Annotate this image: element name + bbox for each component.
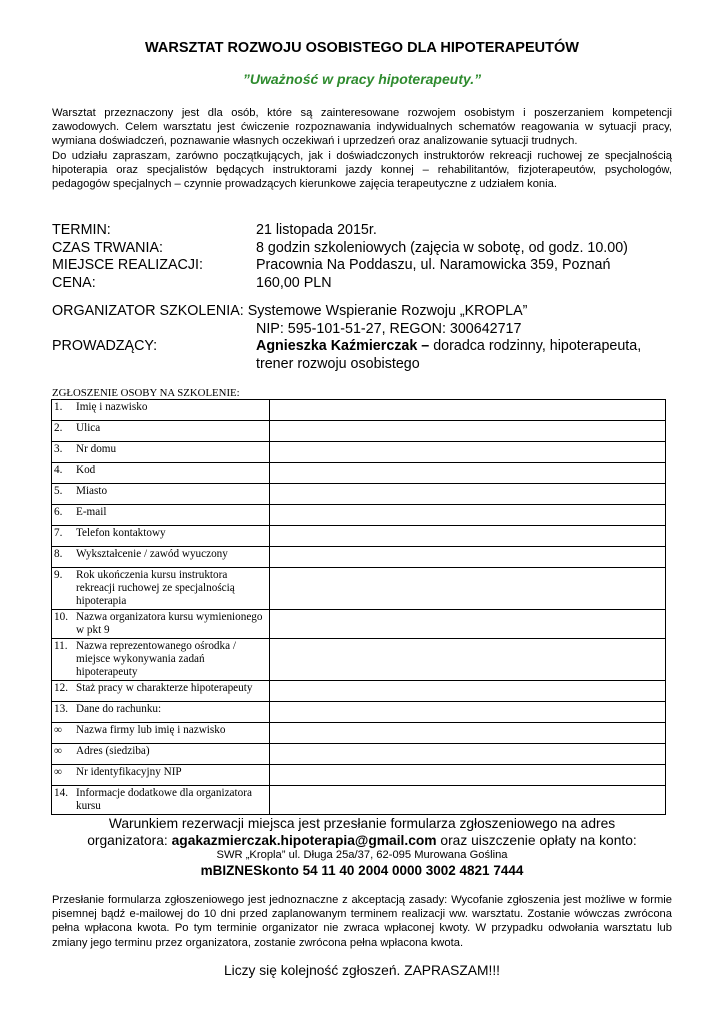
form-question-label: Staż pracy w charakterze hipoterapeuty — [76, 682, 253, 694]
form-answer-field[interactable] — [269, 421, 665, 442]
form-row — [52, 400, 666, 421]
form-question-label: Nr domu — [76, 443, 117, 455]
organizator-row — [52, 303, 676, 321]
form-question-cell — [52, 723, 270, 744]
form-question — [54, 703, 267, 716]
form-row — [52, 639, 666, 681]
miejsce-row — [52, 257, 676, 275]
conditions-block — [0, 815, 724, 879]
form-question-number: ∞ — [54, 724, 62, 736]
form-answer-field[interactable] — [269, 484, 665, 505]
form-question — [54, 485, 267, 498]
registration-form-table — [51, 399, 666, 815]
form-question-label: Kod — [76, 464, 96, 476]
form-row — [52, 702, 666, 723]
conditions-suffix: oraz uiszczenie opłaty na konto: — [436, 833, 637, 848]
form-question — [54, 766, 267, 779]
form-question-cell — [52, 484, 270, 505]
form-question-number: 9. — [54, 569, 63, 581]
form-question-number: ∞ — [54, 766, 62, 778]
czas-label: CZAS TRWANIA: — [52, 239, 163, 256]
form-question-number: 14. — [54, 787, 68, 799]
termin-value: 21 listopada 2015r. — [256, 222, 377, 238]
organizer-email-link[interactable]: agakazmierczak.hipoterapia@gmail.com — [171, 833, 437, 848]
form-row — [52, 526, 666, 547]
form-question-cell — [52, 547, 270, 568]
prowadzacy-description: doradca rodzinny, hipoterapeuta, — [429, 338, 642, 354]
form-row — [52, 744, 666, 765]
form-question-label: Nazwa firmy lub imię i nazwisko — [76, 724, 226, 736]
form-question-number: 6. — [54, 506, 63, 518]
form-question-number: 4. — [54, 464, 63, 476]
form-question-cell — [52, 702, 270, 723]
form-answer-field[interactable] — [269, 765, 665, 786]
form-question-label: Dane do rachunku: — [76, 703, 162, 715]
form-question-label: Nazwa organizatora kursu wymienionego w pkt 9 — [76, 611, 263, 636]
organizer-block — [52, 303, 676, 373]
form-question-cell — [52, 744, 270, 765]
form-question-label: Nazwa reprezentowanego ośrodka / miejsce wykonywania zadań hipoterapeuty — [76, 640, 236, 678]
form-question-label: E-mail — [76, 506, 107, 518]
form-body — [52, 400, 666, 815]
form-question-cell — [52, 442, 270, 463]
form-question-label: Rok ukończenia kursu instruktora rekreacji ruchowej ze specjalnością hipoterapia — [76, 569, 235, 607]
form-row — [52, 547, 666, 568]
cancellation-policy: Przesłanie formularza zgłoszeniowego jest jednoznaczne z akceptacją zasady: Wycofanie zgłoszenia jest możliwe w formie pisemnej bądź e-mailowej do 10 dni przed zaplanowanym terminem realizacji ww. warsztatu. Zostanie wówczas zwrócona pełna wpłacona kwota. Po tym terminie organizator nie zwraca wpłaconej kwoty. W przypadku odwołania warsztatu lub zmiany jego terminu przez organizatora, zostanie zwrócona pełna wpłacona kwota. — [52, 894, 672, 949]
form-question-cell — [52, 639, 270, 681]
intro-paragraph-invitation: Do udziału zapraszam, zarówno początkujących, jak i doświadczonych instruktorów rekreacji ruchowej ze specjalnością hipoterapia oraz specjalistów będących instruktorami jazdy konnej – rehabilitantów, fizjoterapeutów, psychologów, pedagogów specjalnych – czynnie prowadzących kierunkowe zajęcia terapeutyczne z udziałem konia. — [52, 149, 672, 191]
form-question-number: 12. — [54, 682, 68, 694]
intro-section — [52, 106, 672, 191]
form-question-cell — [52, 400, 270, 421]
form-question-number: 3. — [54, 443, 63, 455]
nip-spacer — [52, 321, 256, 339]
form-question-number: 8. — [54, 548, 63, 560]
form-question-label: Miasto — [76, 485, 108, 497]
form-question-number: 10. — [54, 611, 68, 623]
form-answer-field[interactable] — [269, 610, 665, 639]
form-row — [52, 786, 666, 815]
organizator-label: ORGANIZATOR SZKOLENIA: — [52, 303, 244, 319]
prowadzacy-row-2 — [52, 356, 676, 374]
czas-row — [52, 240, 676, 258]
form-answer-field[interactable] — [269, 681, 665, 702]
form-question-label: Wykształcenie / zawód wyuczony — [76, 548, 228, 560]
form-answer-field[interactable] — [269, 786, 665, 815]
form-question-cell — [52, 786, 270, 815]
organizer-address: SWR „Kropla” ul. Długa 25a/37, 62-095 Murowana Goślina — [216, 849, 508, 861]
form-answer-field[interactable] — [269, 702, 665, 723]
form-question — [54, 682, 267, 695]
nip-row — [52, 321, 676, 339]
form-question-number: 1. — [54, 401, 63, 413]
form-question-number: 7. — [54, 527, 63, 539]
form-answer-field[interactable] — [269, 400, 665, 421]
details-block — [52, 222, 676, 292]
form-question — [54, 422, 267, 435]
workshop-subtitle: ”Uważność w pracy hipoterapeuty.” — [242, 71, 482, 87]
miejsce-value: Pracownia Na Poddaszu, ul. Naramowicka 359, Poznań — [256, 257, 611, 273]
form-question-cell — [52, 765, 270, 786]
form-question-label: Adres (siedziba) — [76, 745, 150, 757]
form-question — [54, 401, 267, 414]
form-question — [54, 569, 267, 608]
form-row — [52, 505, 666, 526]
czas-value: 8 godzin szkoleniowych (zajęcia w sobotę, od godz. 10.00) — [256, 239, 628, 256]
organizator-value: Systemowe Wspieranie Rozwoju „KROPLA” — [247, 303, 528, 319]
form-row — [52, 421, 666, 442]
cena-row — [52, 275, 676, 293]
form-question-label: Informacje dodatkowe dla organizatora kursu — [76, 787, 252, 812]
form-row — [52, 463, 666, 484]
form-question — [54, 443, 267, 456]
form-question — [54, 611, 267, 637]
form-answer-field[interactable] — [269, 463, 665, 484]
form-row — [52, 681, 666, 702]
prowadzacy-name: Agnieszka Kaźmierczak – — [256, 338, 430, 354]
form-question — [54, 464, 267, 477]
cena-label: CENA: — [52, 274, 96, 291]
form-row — [52, 765, 666, 786]
form-row — [52, 568, 666, 610]
closing-line: Liczy się kolejność zgłoszeń. ZAPRASZAM!!! — [223, 963, 501, 978]
form-answer-field[interactable] — [269, 547, 665, 568]
form-answer-field[interactable] — [269, 505, 665, 526]
form-question-number: 11. — [54, 640, 68, 652]
form-question — [54, 506, 267, 519]
form-answer-field[interactable] — [269, 568, 665, 610]
form-question-number: 5. — [54, 485, 63, 497]
form-question — [54, 745, 267, 758]
form-question-cell — [52, 681, 270, 702]
conditions-line-1: Warunkiem rezerwacji miejsca jest przesłanie formularza zgłoszeniowego na adres — [108, 816, 616, 831]
prowadzacy-description-2: trener rozwoju osobistego — [256, 355, 420, 372]
form-question-number: ∞ — [54, 745, 62, 757]
form-question-cell — [52, 610, 270, 639]
form-question — [54, 640, 267, 679]
conditions-line-2 — [0, 832, 724, 849]
form-question-cell — [52, 463, 270, 484]
form-question — [54, 527, 267, 540]
form-question — [54, 787, 267, 813]
form-question-cell — [52, 526, 270, 547]
intro-paragraph: Warsztat przeznaczony jest dla osób, które są zainteresowane rozwojem osobistym i poszerzaniem kompetencji zawodowych. Celem warsztatu jest ćwiczenie rozpoznawania indywidualnych schematów reagowania w sytuacji pracy, wymiana doświadczeń, poznawanie własnych oczekiwań i uprzedzeń oraz analizowanie sytuacji trudnych. — [52, 107, 672, 148]
conditions-prefix: organizatora: — [87, 833, 172, 848]
termin-label: TERMIN: — [52, 222, 111, 238]
form-answer-field[interactable] — [269, 723, 665, 744]
form-answer-field[interactable] — [269, 442, 665, 463]
cena-value: 160,00 PLN — [256, 274, 332, 291]
form-question-cell — [52, 421, 270, 442]
prowadzacy-value — [256, 338, 676, 356]
form-caption: ZGŁOSZENIE OSOBY NA SZKOLENIE: — [52, 387, 240, 399]
form-question-label: Ulica — [76, 422, 101, 434]
prowadzacy-spacer — [52, 356, 256, 374]
document-title: WARSZTAT ROZWOJU OSOBISTEGO DLA HIPOTERAPEUTÓW — [145, 40, 579, 56]
form-question — [54, 724, 267, 737]
form-row — [52, 610, 666, 639]
form-row — [52, 723, 666, 744]
form-answer-field[interactable] — [269, 526, 665, 547]
prowadzacy-row — [52, 338, 676, 356]
form-question-number: 2. — [54, 422, 63, 434]
miejsce-label: MIEJSCE REALIZACJI: — [52, 257, 203, 273]
form-question — [54, 548, 267, 561]
form-row — [52, 442, 666, 463]
form-question-label: Nr identyfikacyjny NIP — [76, 766, 182, 778]
form-question-label: Telefon kontaktowy — [76, 527, 166, 539]
nip-value: NIP: 595-101-51-27, REGON: 300642717 — [256, 320, 522, 337]
form-row — [52, 484, 666, 505]
form-question-label: Imię i nazwisko — [76, 401, 148, 413]
form-answer-field[interactable] — [269, 744, 665, 765]
prowadzacy-label: PROWADZĄCY: — [52, 338, 158, 354]
form-question-cell — [52, 505, 270, 526]
form-answer-field[interactable] — [269, 639, 665, 681]
form-question-cell — [52, 568, 270, 610]
termin-row — [52, 222, 676, 240]
bank-account: mBIZNESkonto 54 11 40 2004 0000 3002 4821 7444 — [200, 863, 524, 878]
form-question-number: 13. — [54, 703, 68, 715]
